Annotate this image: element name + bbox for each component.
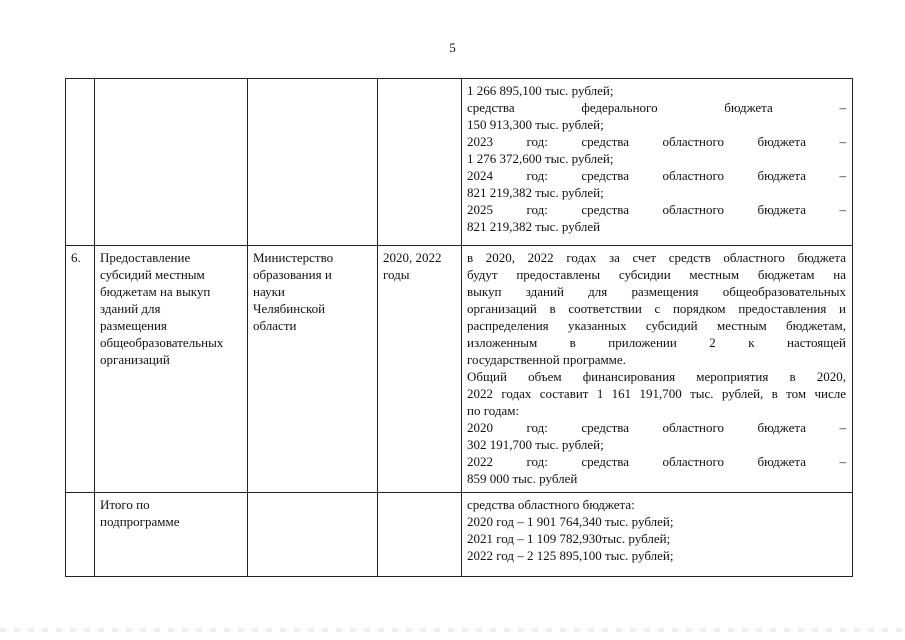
financing-text-line: 1 276 372,600 тыс. рублей; [467,151,614,166]
row-number-cell [66,79,95,246]
table-row [66,493,853,577]
cell-text-line: Предоставление [100,250,191,265]
financing-text-line: по годам: [467,403,520,418]
financing-text-line: 859 000 тыс. рублей [467,471,578,486]
financing-text-line: 2020 год: средства областного бюджета – [467,420,846,435]
cell-text-line: Итого по [100,497,150,512]
executor-cell [248,79,378,246]
cell-text-line: науки [253,284,285,299]
financing-text-line: 2021 год – 1 109 782,930тыс. рублей; [467,531,671,546]
table-row [66,79,853,246]
cell-text-line: организаций [100,352,170,367]
cell-text-line: годы [383,267,410,282]
financing-text-line: выкуп зданий для размещения общеобразовательных [467,284,846,299]
financing-text-line: государственной программе. [467,352,626,367]
period-cell [378,246,462,493]
financing-text-line: изложенным в приложении 2 к настоящей [467,335,846,350]
financing-text-line: 2022 годах составит 1 161 191,700 тыс. рублей, в том числе [467,386,846,401]
financing-description-cell [462,493,853,577]
financing-text-line: распределения указанных субсидий местным бюджетам, [467,318,846,333]
cell-text-line: Министерство [253,250,334,265]
page-number: 5 [449,40,456,55]
financing-text-line: 2024 год: средства областного бюджета – [467,168,846,183]
scan-artifact [0,628,905,632]
financing-text-line: Общий объем финансирования мероприятия в 2020, [467,369,846,384]
financing-text-line: 2022 год – 2 125 895,100 тыс. рублей; [467,548,674,563]
financing-description-cell [462,79,853,246]
financing-text-line: 821 219,382 тыс. рублей; [467,185,604,200]
cell-text-line: размещения [100,318,167,333]
cell-text-line: зданий для [100,301,161,316]
cell-text-line: подпрограмме [100,514,180,529]
cell-text-line: бюджетам на выкуп [100,284,211,299]
subprogram-measures-table [65,78,853,577]
cell-text-line: Челябинской [253,301,326,316]
cell-text-line: области [253,318,297,333]
row-number-cell [66,246,95,493]
financing-text-line: 2025 год: средства областного бюджета – [467,202,846,217]
cell-text-line: субсидий местным [100,267,205,282]
financing-text-line: средства областного бюджета: [467,497,635,512]
row-number: 6. [71,250,81,265]
cell-text-line: 2020, 2022 [383,250,442,265]
financing-text-line: будут предоставлены субсидии местным бюджетам на [467,267,846,282]
financing-text-line: 2023 год: средства областного бюджета – [467,134,846,149]
financing-text-line: 150 913,300 тыс. рублей; [467,117,604,132]
financing-description-cell [462,246,853,493]
period-cell [378,493,462,577]
period-cell [378,79,462,246]
measure-name-cell [95,246,248,493]
financing-text-line: 2022 год: средства областного бюджета – [467,454,846,469]
financing-text-line: средства федерального бюджета – [467,100,846,115]
cell-text-line: общеобразовательных [100,335,224,350]
table-row [66,246,853,493]
financing-text-line: 821 219,382 тыс. рублей [467,219,601,234]
financing-text-line: 1 266 895,100 тыс. рублей; [467,83,614,98]
cell-text-line: образования и [253,267,332,282]
financing-text-line: организаций в соответствии с порядком предоставления и [467,301,846,316]
financing-text-line: 2020 год – 1 901 764,340 тыс. рублей; [467,514,674,529]
financing-text-line: 302 191,700 тыс. рублей; [467,437,604,452]
executor-cell [248,493,378,577]
measure-name-cell [95,493,248,577]
row-number-cell [66,493,95,577]
financing-text-line: в 2020, 2022 годах за счет средств областного бюджета [467,250,846,265]
executor-cell [248,246,378,493]
measure-name-cell [95,79,248,246]
